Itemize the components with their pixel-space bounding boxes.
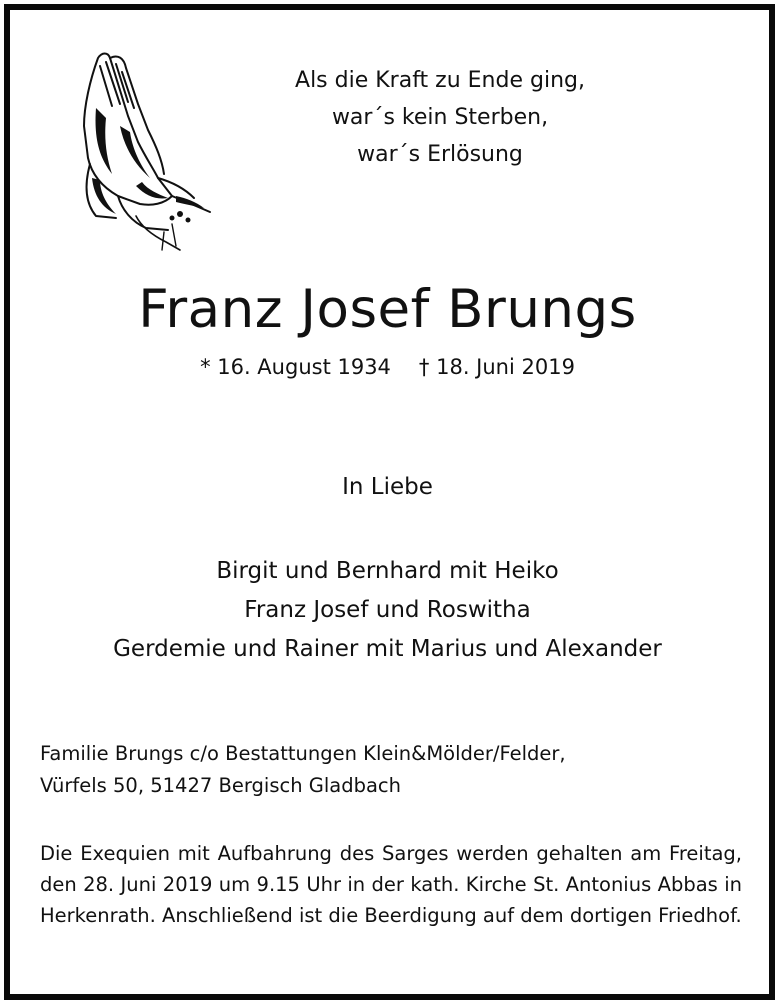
- life-dates: [0, 352, 775, 382]
- verse-line: war´s kein Sterben,: [331, 105, 549, 130]
- family-block: [0, 552, 775, 669]
- address-line: Vürfels 50, 51427 Bergisch Gladbach: [40, 774, 402, 797]
- deceased-name: Franz Josef Brungs: [138, 279, 637, 340]
- verse-block: [290, 62, 590, 173]
- family-line: Gerdemie und Rainer mit Marius und Alexander: [113, 636, 662, 662]
- death-date: † 18. Juni 2019: [418, 355, 575, 379]
- verse-line: Als die Kraft zu Ende ging,: [295, 68, 585, 93]
- verse-line: war´s Erlösung: [357, 142, 523, 167]
- family-line: Birgit und Bernhard mit Heiko: [216, 558, 559, 584]
- address-line: Familie Brungs c/o Bestattungen Klein&Mölder/Felder,: [40, 742, 566, 765]
- praying-hands-icon: [76, 46, 216, 252]
- funeral-notice: Die Exequien mit Aufbahrung des Sarges werden gehalten am Freitag, den 28. Juni 2019 um 9.15 Uhr in der kath. Kirche St. Antonius Abbas in Herkenrath. Anschließend ist die Beerdigung auf dem dortigen Friedhof.: [40, 842, 742, 927]
- contact-address: [40, 738, 740, 802]
- family-line: Franz Josef und Roswitha: [244, 597, 531, 623]
- birth-date: * 16. August 1934: [200, 355, 391, 379]
- closing-phrase: In Liebe: [342, 474, 433, 500]
